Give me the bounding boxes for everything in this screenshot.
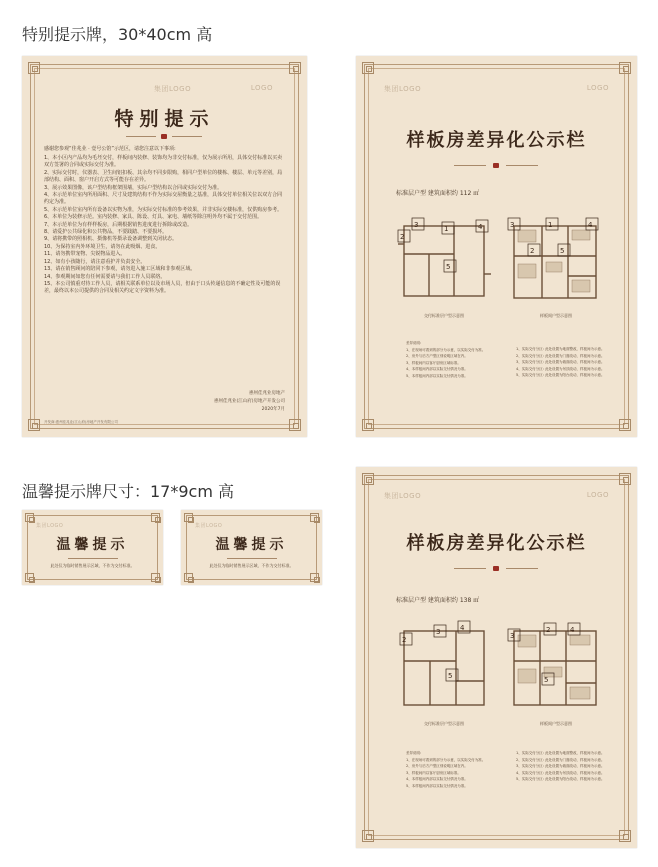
note-line: 1、在现场可看到的部分为示意，以实际交付为准。 xyxy=(406,347,486,352)
plan-number: 4 xyxy=(588,221,593,229)
list-item: 11、请勿携带宠物、尖锐物品进入。 xyxy=(44,251,126,258)
note-line: 2、房外与后方户型区别说明区域在内。 xyxy=(406,354,468,358)
special-notice-card xyxy=(22,56,307,437)
logo: LOGO xyxy=(250,84,273,92)
title-divider-left xyxy=(454,165,486,166)
title-divider xyxy=(227,558,277,559)
warm-tip-card-2 xyxy=(181,510,322,585)
list-item: 2、实际交付时，仪器表、卫生间铝扣板、其余均不同步限购，相同户型单位的楼栋、楼层、单元等差别，局部结构、面积、窗户开启方式等可能存在差异。 xyxy=(44,169,283,184)
note-line: 3、实际交付分区: 此处设置为墙面改动，样板间为示意。 xyxy=(516,764,605,768)
logo: LOGO xyxy=(586,84,609,92)
group-logo: 集团LOGO xyxy=(154,85,192,93)
list-item: 1、本小区内产品均为毛坯交付，样板间内装修、装饰均为非交付标准，仅为展示所用，具体交付标准以买卖双方签署的合同或实际交付为准。 xyxy=(44,155,283,169)
notes-right xyxy=(516,346,605,379)
title-divider-right xyxy=(172,136,202,137)
list-item: 6、本单位为装修示范。室内装修、家具、陈设、灯具、家电、墙纸等除注明外均不属于交付范围。 xyxy=(44,214,263,221)
plan-number: 3 xyxy=(436,628,441,636)
corner-ornament xyxy=(289,62,301,74)
list-item: 4、本示范单位室内所用面积、尺寸及建筑结构不作为实际交屋衡量之基准，具体交付单位相关位以双方合同约定为准。 xyxy=(44,192,283,206)
delivery-floor-plan xyxy=(394,617,494,717)
section-title-special: 特别提示牌，30*40cm 高 xyxy=(22,25,213,44)
notice-signature xyxy=(135,390,285,414)
title-divider xyxy=(68,558,118,559)
warm-tip-title: 温馨提示 xyxy=(215,537,288,553)
note-line: 5、实际交付分区: 此处设置为阳台改动，样板间为示意。 xyxy=(516,777,605,781)
group-logo: 集团LOGO xyxy=(36,523,64,529)
note-line: 5、本样板间内部以实际交付情况为准。 xyxy=(406,373,468,378)
plan-number: 4 xyxy=(460,624,465,632)
plan-number: 2 xyxy=(530,247,535,255)
note-line: 1、实际交付分区: 此处设置为地面整改，样板间为示意。 xyxy=(516,751,605,755)
title-divider-left xyxy=(126,136,156,137)
note-line: 5、本样板间内部以实际交付情况为准。 xyxy=(406,783,468,788)
logo: LOGO xyxy=(586,491,609,499)
corner-ornament xyxy=(25,573,34,582)
corner-ornament xyxy=(619,830,631,842)
notice-intro: 感谢您参观“佳兆业 · 壹号公馆”示范区，请您注意以下事项: xyxy=(44,146,176,152)
list-item: 12、如有小孩随行，请注意看护并负责安全。 xyxy=(44,258,146,265)
plan-number: 2 xyxy=(400,233,405,241)
corner-ornament xyxy=(362,62,374,74)
notice-rules-list xyxy=(44,155,287,296)
plan-number: 5 xyxy=(544,676,549,684)
corner-ornament xyxy=(184,513,193,522)
list-item: 15、本公司慎重对待工作人员，请相关联系单位以及市场人员，但由于口头传递信息的不确定性及可能的误差，最终以本公司提供的合同及相关约定文字资料为准。 xyxy=(44,280,281,295)
list-item: 3、展示效果图像，该户型结构框架围墙，实际户型结构以合同或实际交付为准。 xyxy=(44,184,223,191)
corner-ornament xyxy=(619,473,631,485)
group-logo: 集团LOGO xyxy=(195,523,223,529)
note-line: 差异说明: xyxy=(406,341,422,345)
corner-ornament xyxy=(619,62,631,74)
note-line: 3、样板间内以客厅厨房区域标准。 xyxy=(406,770,461,775)
corner-ornament xyxy=(184,573,193,582)
area-label: 标准层户型 建筑面积约 138 ㎡ xyxy=(396,597,480,604)
corner-ornament xyxy=(362,419,374,431)
notes-left xyxy=(406,750,485,789)
notes-left xyxy=(406,340,485,379)
list-item: 10、为保持室内外环境卫生，请勿在此吸烟、进食。 xyxy=(44,243,161,250)
list-item: 7、本示范单位为有样样板房，后期根据销售进度进行拆除或改造。 xyxy=(44,221,193,228)
plan-number: 5 xyxy=(560,247,565,255)
sign-company: 惠州佳兆业房地产 xyxy=(249,391,285,396)
plan-number: 5 xyxy=(446,263,451,271)
note-line: 4、本样板间内部以实际交付情况为准。 xyxy=(406,367,468,371)
note-line: 4、本样板间内部以实际交付情况为准。 xyxy=(406,777,468,781)
plan-right-caption: 样板间户型示意图 xyxy=(540,721,572,726)
section-title-warm: 温馨提示牌尺寸：17*9cm 高 xyxy=(22,482,235,501)
warm-tip-title: 温馨提示 xyxy=(56,537,129,553)
plan-left-caption: 交付标准层户型示意图 xyxy=(424,313,464,318)
delivery-floor-plan xyxy=(394,214,494,309)
corner-ornament xyxy=(151,513,160,522)
notice-footer: 开发商:惠州佳兆业(江山府)房地产开发有限公司 xyxy=(44,420,118,424)
difference-board-2 xyxy=(356,467,637,848)
sign-dept: 惠州佳兆业(江山府)房地产开发公司 xyxy=(213,399,285,404)
note-line: 差异说明: xyxy=(406,751,422,755)
corner-ornament xyxy=(310,573,319,582)
showroom-floor-plan xyxy=(506,617,606,717)
corner-ornament xyxy=(28,419,40,431)
plan-number: 3 xyxy=(510,632,515,640)
plan-right-caption: 样板间户型示意图 xyxy=(540,313,572,318)
note-line: 2、实际交付分区: 此处设置为门窗改动，样板间为示意。 xyxy=(516,757,605,762)
note-line: 1、在现场可看到的部分为示意，以实际交付为准。 xyxy=(406,757,486,762)
plan-number: 4 xyxy=(570,626,575,634)
note-line: 2、房外与后方户型区别说明区域在内。 xyxy=(406,764,468,768)
seal-icon xyxy=(493,163,499,168)
list-item: 5、本示范单位室内所有设备以实物为准，为实际交付标准的参考效果，并非实际交楼标准，仅供购房参考。 xyxy=(44,206,283,213)
note-line: 1、实际交付分区: 此处设置为地面整改，样板间为示意。 xyxy=(516,347,605,351)
group-logo: 集团LOGO xyxy=(384,85,422,93)
notes-right xyxy=(516,750,605,783)
corner-ornament xyxy=(25,513,34,522)
seal-icon xyxy=(493,566,499,571)
corner-ornament xyxy=(289,419,301,431)
corner-ornament xyxy=(310,513,319,522)
note-line: 2、实际交付分区: 此处设置为门窗改动，样板间为示意。 xyxy=(516,353,605,358)
notice-title: 特别提示 xyxy=(114,108,215,130)
warm-tip-card-1 xyxy=(22,510,163,585)
corner-ornament xyxy=(151,573,160,582)
group-logo: 集团LOGO xyxy=(384,492,422,500)
board-title: 样板房差异化公示栏 xyxy=(406,130,587,151)
corner-ornament xyxy=(28,62,40,74)
plan-number: 3 xyxy=(414,221,419,229)
warm-tip-text: 此处仅为临时销售展示区域，不作为交付标准。 xyxy=(50,563,135,568)
list-item: 14、参观期间如您有任何需要请与我们工作人员联络。 xyxy=(44,273,166,280)
note-line: 3、实际交付分区: 此处设置为墙面改动，样板间为示意。 xyxy=(516,360,605,364)
plan-number: 1 xyxy=(444,225,449,233)
note-line: 3、样板间内以客厅厨房区域标准。 xyxy=(406,360,461,365)
list-item: 9、请将携带的照相机、摄像机等摄录设备调整到关闭状态。 xyxy=(44,236,178,243)
plan-number: 2 xyxy=(402,636,407,644)
note-line: 4、实际交付分区: 此处设置为吊顶改动，样板间为示意。 xyxy=(516,770,605,775)
seal-icon xyxy=(161,134,167,139)
plan-number: 2 xyxy=(546,626,551,634)
corner-ornament xyxy=(619,419,631,431)
title-divider-right xyxy=(506,165,538,166)
note-line: 4、实际交付分区: 此处设置为吊顶改动，样板间为示意。 xyxy=(516,366,605,371)
board-title: 样板房差异化公示栏 xyxy=(406,533,587,554)
corner-ornament xyxy=(362,830,374,842)
list-item: 13、请在销售顾问的陪同下参观，请勿进入施工区域和非参观区域。 xyxy=(44,266,196,273)
title-divider-right xyxy=(506,568,538,569)
showroom-floor-plan xyxy=(506,214,606,309)
plan-number: 3 xyxy=(510,221,515,229)
difference-board-1 xyxy=(356,56,637,437)
plan-number: 5 xyxy=(448,672,453,680)
list-item: 8、请爱护公共绿化和公共物品，不要践踏、不要损坏。 xyxy=(44,229,168,236)
title-divider-left xyxy=(454,568,486,569)
sign-date: 2020年7月 xyxy=(261,407,285,412)
plan-number: 1 xyxy=(548,221,553,229)
note-line: 5、实际交付分区: 此处设置为阳台改动，样板间为示意。 xyxy=(516,373,605,377)
corner-ornament xyxy=(362,473,374,485)
plan-left-caption: 交付标准层户型示意图 xyxy=(424,721,464,726)
area-label: 标准层户型 建筑面积约 112 ㎡ xyxy=(396,190,480,197)
plan-number: 4 xyxy=(478,223,483,231)
warm-tip-text: 此处仅为临时销售展示区域，不作为交付标准。 xyxy=(209,563,294,568)
